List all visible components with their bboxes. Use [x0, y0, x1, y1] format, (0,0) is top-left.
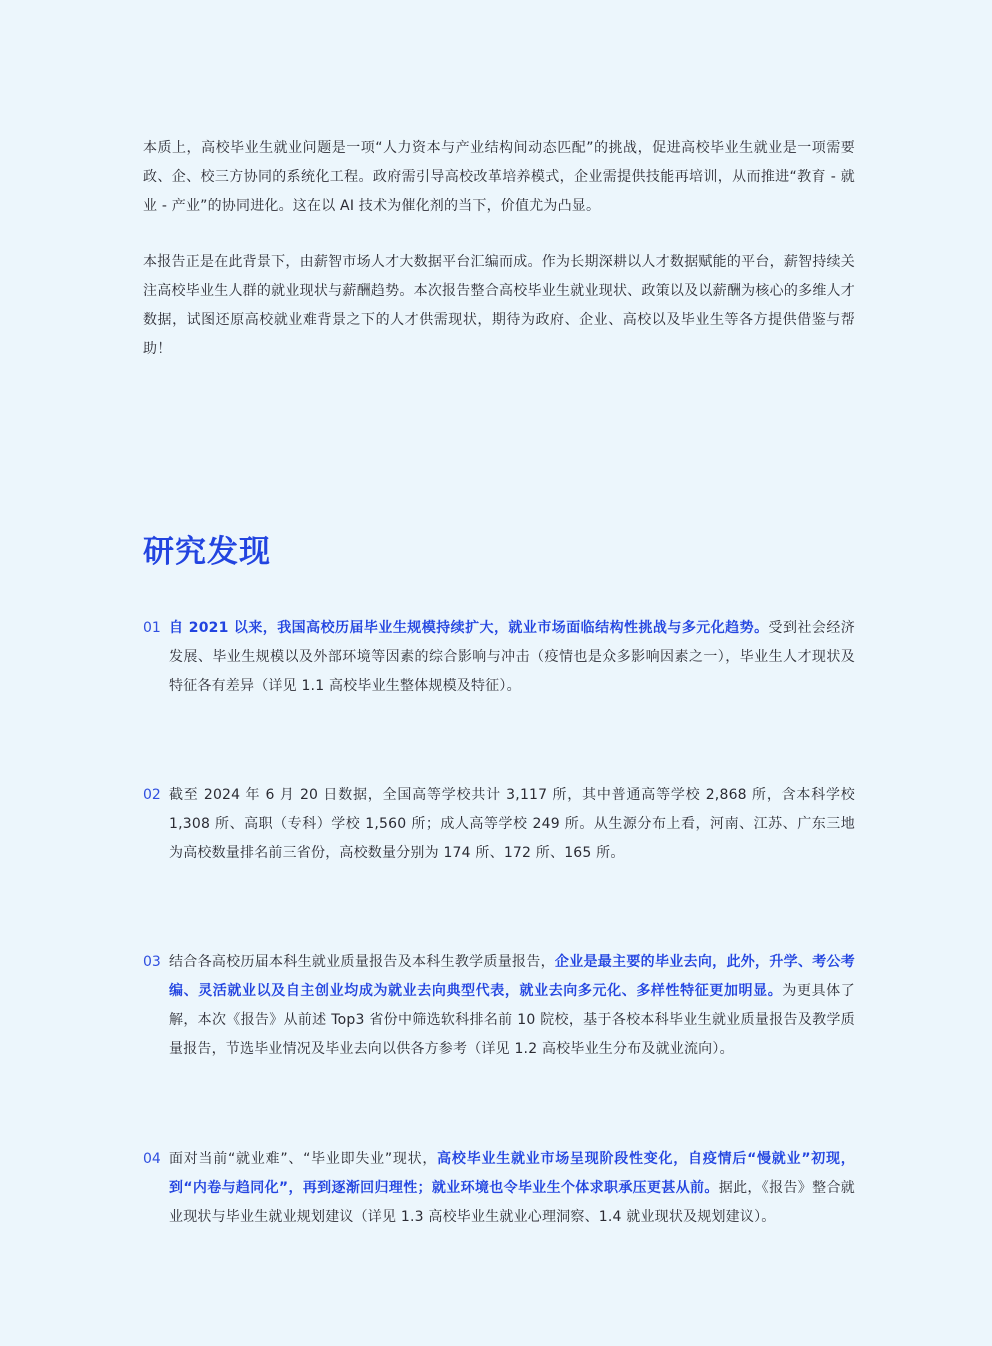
finding-number: 02: [143, 787, 161, 803]
finding-highlight: 高校毕业生就业市场呈现阶段性变化，自疫情后“慢就业”初现，到“内卷与趋同化”，再到逐渐回归理性；就业环境也令毕业生个体求职承压更甚从前。: [169, 1151, 855, 1196]
finding-item-02: [143, 781, 855, 868]
finding-body: 受到社会经济发展、毕业生规模以及外部环境等因素的综合影响与冲击（疫情也是众多影响因素之一），毕业生人才现状及特征各有差异（详见 1.1 高校毕业生整体规模及特征）。: [169, 620, 856, 694]
section-title: 研究发现: [143, 534, 271, 570]
finding-body: 结合各高校历届本科生就业质量报告及本科生教学质量报告，: [169, 954, 555, 970]
finding-number: 01: [143, 620, 161, 636]
finding-number: 04: [143, 1151, 161, 1167]
finding-body: 为更具体了解，本次《报告》从前述 Top3 省份中筛选软科排名前 10 院校，基于各校本科毕业生就业质量报告及教学质量报告，节选毕业情况及毕业去向以供各方参考（详见 1.2 高校毕业生分布及就业流向）。: [169, 983, 855, 1057]
finding-highlight: 企业是最主要的毕业去向，此外，升学、考公考编、灵活就业以及自主创业均成为就业去向典型代表，就业去向多元化、多样性特征更加明显。: [169, 954, 855, 999]
finding-text: [169, 948, 855, 1064]
finding-body: 面对当前“就业难”、“毕业即失业”现状，: [169, 1151, 438, 1167]
finding-body: 据此，《报告》整合就业现状与毕业生就业规划建议（详见 1.3 高校毕业生就业心理洞察、1.4 就业现状及规划建议）。: [169, 1180, 856, 1225]
finding-item-04: [143, 1145, 855, 1232]
finding-text: [169, 614, 855, 701]
intro-paragraph-2: 本报告正是在此背景下，由薪智市场人才大数据平台汇编而成。作为长期深耕以人才数据赋能的平台，薪智持续关注高校毕业生人群的就业现状与薪酬趋势。本次报告整合高校毕业生就业现状、政策以及以薪酬为核心的多维人才数据，试图还原高校就业难背景之下的人才供需现状，期待为政府、企业、高校以及毕业生等各方提供借鉴与帮助！: [143, 254, 855, 357]
finding-text: [169, 781, 855, 868]
finding-body: 截至 2024 年 6 月 20 日数据，全国高等学校共计 3,117 所，其中普通高等学校 2,868 所，含本科学校 1,308 所、高职（专科）学校 1,560 所；成人高等学校 249 所。从生源分布上看，河南、江苏、广东三地为高校数量排名前三省份，高校数量分别为 174 所、172 所、165 所。: [169, 787, 855, 861]
finding-item-03: [143, 948, 855, 1064]
finding-highlight: 自 2021 以来，我国高校历届毕业生规模持续扩大，就业市场面临结构性挑战与多元化趋势。: [169, 620, 769, 636]
finding-item-01: [143, 614, 855, 701]
finding-text: [169, 1145, 855, 1232]
intro-paragraph-1: 本质上，高校毕业生就业问题是一项“人力资本与产业结构间动态匹配”的挑战，促进高校毕业生就业是一项需要政、企、校三方协同的系统化工程。政府需引导高校改革培养模式，企业需提供技能再培训，从而推进“教育 - 就业 - 产业”的协同进化。这在以 AI 技术为催化剂的当下，价值尤为凸显。: [143, 140, 855, 214]
finding-number: 03: [143, 954, 161, 970]
